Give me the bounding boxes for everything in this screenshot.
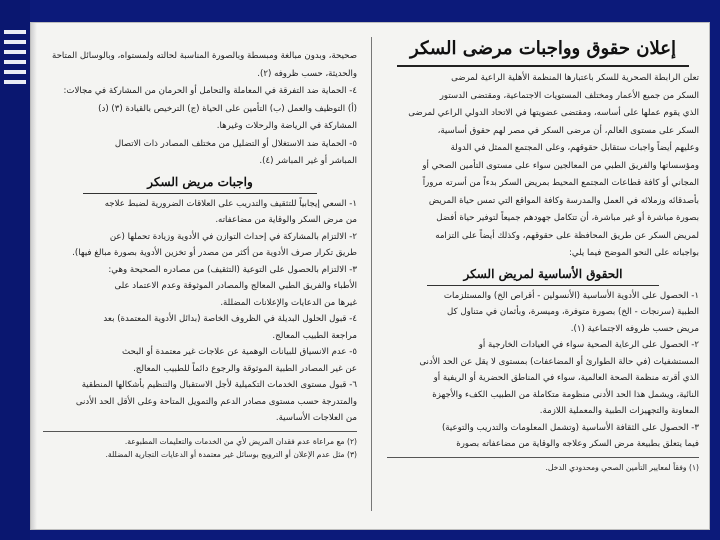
document-headline: إعلان حقوق وواجبات مرضى السكر xyxy=(410,38,676,59)
right-column xyxy=(387,31,699,521)
decorative-bar xyxy=(4,60,26,64)
footnote: (٢) مع مراعاة عدم فقدان المريض لأي من الخدمات والتعليمات المطبوعة. xyxy=(124,436,357,446)
subheading-rule xyxy=(83,193,317,194)
decorative-bar xyxy=(4,40,26,44)
body-line: صحيحة، وبدون مبالغة ومبسطة وبالصورة المناسبة لحالته ولمستواه، وبالوسائل المتاحة xyxy=(52,51,357,61)
intro-paragraph xyxy=(387,71,699,262)
list-item: الطبية (سرنجات - الخ) بصورة متوفرة، وميسرة، وبأثمان في متناول كل xyxy=(447,307,699,317)
list-item: من العلاجات الأساسية. xyxy=(275,413,357,423)
list-item: ٥- عدم الانسياق للبيانات الوهمية عن علاجات غير معتمدة أو البحث xyxy=(122,347,357,357)
list-item: النائية، ويشمل هذا الحد الأدنى منظومة متكاملة من الطبيب الكفء والأجهزة xyxy=(432,389,699,400)
footnote: (١) وفقاً لمعايير التأمين الصحي ومحدودي الدخل. xyxy=(545,462,699,472)
rights-subheading: الحقوق الأساسية لمريض السكر xyxy=(463,266,623,281)
intro-line: المجاني أو كافة قطاعات المجتمع المحيط بمريض السكر بدءاً من أسرته مروراً xyxy=(422,178,699,188)
list-item: ٣- الحصول على الثقافة الأساسية (وتشمل المعلومات والتدريب والتوعية) xyxy=(441,422,699,433)
intro-line: بأصدقائه وزملائه في العمل والمدرسة وكافة المواقع التي تمس حياة المريض xyxy=(428,195,699,206)
intro-line: بواجباته على النحو الموضح فيما يلي: xyxy=(569,248,699,258)
slide-left-band xyxy=(0,0,30,540)
list-item: المستشفيات (في حالة الطوارئ أو المضاعفات) بمستوى لا يقل عن الحد الأدنى xyxy=(419,356,699,367)
continued-paragraph xyxy=(43,49,357,170)
list-item: ٢- الالتزام بالمشاركة في إحداث التوازن في الأدوية وزيادة تحملها (عن xyxy=(109,231,357,242)
list-item: فيما يتعلق بطبيعة مرض السكر وعلاجه والوقاية من مضاعفاته بصورة xyxy=(456,439,699,449)
subheading-rule xyxy=(427,285,659,286)
body-line: (أ) التوظيف والعمل (ب) التأمين على الحياة (ج) الترخيص بالقيادة (٣) (د) xyxy=(98,103,357,114)
list-item: الأطباء والفريق الطبي المعالج والمصادر الموثوقة وعدم الاعتماد على xyxy=(114,281,357,291)
list-item: الذي أقرته منظمة الصحة العالمية، سواء في المناطق الحضرية أو الريفية أو xyxy=(433,373,699,383)
intro-line: بصورة مباشرة أو غير مباشرة، أن تتكامل جهودهم جميعاً لتوفير حياة أفضل xyxy=(436,213,699,223)
body-line: ٤- الحماية ضد التفرقة في المعاملة والتحامل أو الحرمان من المشاركة في مجالات: xyxy=(63,86,357,96)
list-item: المعاونة والتجهيزات الطبية والمعملية اللازمة. xyxy=(539,406,699,416)
list-item: مريض حسب ظروفه الاجتماعية (١). xyxy=(570,323,699,334)
footnote-rule xyxy=(387,457,699,458)
headline-rule xyxy=(397,65,689,67)
duties-subheading: واجبات مريض السكر xyxy=(147,174,253,189)
list-item: والمتدرجة حسب مستوى مصادر الدعم والتمويل المتاحة وعلى الأقل الحد الأدنى xyxy=(75,396,357,407)
list-item: طريق تكرار صرف الأدوية من أكثر من مصدر أو تخزين الأدوية بصورة مبالغ فيها). xyxy=(72,248,357,258)
decorative-bar xyxy=(4,50,26,54)
decorative-bar xyxy=(4,30,26,34)
left-column xyxy=(43,31,357,521)
list-item: ٢- الحصول على الرعاية الصحية سواء في العيادات الخارجية أو xyxy=(478,340,699,350)
body-line: المشاركة في الرياضة والرحلات وغيرها. xyxy=(216,121,357,131)
intro-line: السكر على مستوى العالم، أن مرضى السكر في مصر لهم حقوق أساسية، xyxy=(437,125,699,136)
decorative-bar xyxy=(4,80,26,84)
intro-line: تعلن الرابطة الصحرية للسكر باعتبارها المنظمة الأهلية الراعية لمرضى xyxy=(451,73,699,83)
list-item: ٤- قبول الحلول البديلة في الظروف الخاصة (بدائل الأدوية المعتمدة) بعد xyxy=(103,314,357,324)
list-item: ١- الحصول على الأدوية الأساسية (الأنسولين - أقراص الخ) والمستلزمات xyxy=(443,290,699,301)
intro-line: لمريض السكر عن طريق المحافظة على حقوقهم، وكذلك أيضاً على التزامه xyxy=(435,230,699,241)
body-line: ٥- الحماية ضد الاستغلال أو التضليل من مختلف المصادر ذات الاتصال xyxy=(114,138,357,149)
decorative-bar xyxy=(4,70,26,74)
intro-line: الذي يقوم عملها على أساسه، ومقتضى عضويتها في الاتحاد الدولي الراعي لمرضى xyxy=(408,108,699,118)
body-line: والحديثة، حسب ظروفه (٢). xyxy=(257,68,357,79)
intro-line: السكر من جميع الأعمار ومختلف المستويات الاجتماعية، ومقتضى الدستور xyxy=(439,90,699,101)
list-item: من مرض السكر والوقاية من مضاعفاته. xyxy=(215,215,357,225)
intro-line: وعليهم أيضاً واجبات ستقابل حقوقهم، وعلى المجتمع الممثل في الدولة xyxy=(450,143,699,153)
list-item: ٣- الالتزام بالحصول على التوعية (التثقيف) من مصادره الصحيحة وهي: xyxy=(108,264,357,275)
scanned-document xyxy=(30,22,710,530)
column-divider xyxy=(371,37,372,511)
list-item: عن غير المصادر الطبية الموثوقة والرجوع دائماً للطبيب المعالج. xyxy=(133,363,357,374)
list-item: ١- السعي إيجابياً للتثقيف والتدريب على العلاقات الضرورية لضبط علاجه xyxy=(104,198,357,209)
duties-list xyxy=(43,197,357,427)
list-item: مراجعة الطبيب المعالج. xyxy=(272,330,357,341)
list-item: ٦- قبول مستوى الخدمات التكميلية لأجل الاستقبال والتنظيم بأشكالها المنطقية xyxy=(81,380,357,390)
list-item: غيرها من الدعايات والإعلانات المضللة. xyxy=(220,297,357,308)
slide-top-band xyxy=(0,0,720,22)
intro-line: ومؤسساتها والفريق الطبي من المعالجين سواء على مستوى التأمين الصحي أو xyxy=(422,160,699,171)
body-line: المباشر أو غير المباشر (٤). xyxy=(259,156,357,166)
rights-list xyxy=(387,289,699,474)
footnote-rule xyxy=(43,431,357,432)
footnote: (٣) مثل عدم الإعلان أو الترويج بوسائل غير معتمدة أو الدعايات التجارية المضللة. xyxy=(105,449,357,459)
scan-shadow xyxy=(31,23,37,529)
